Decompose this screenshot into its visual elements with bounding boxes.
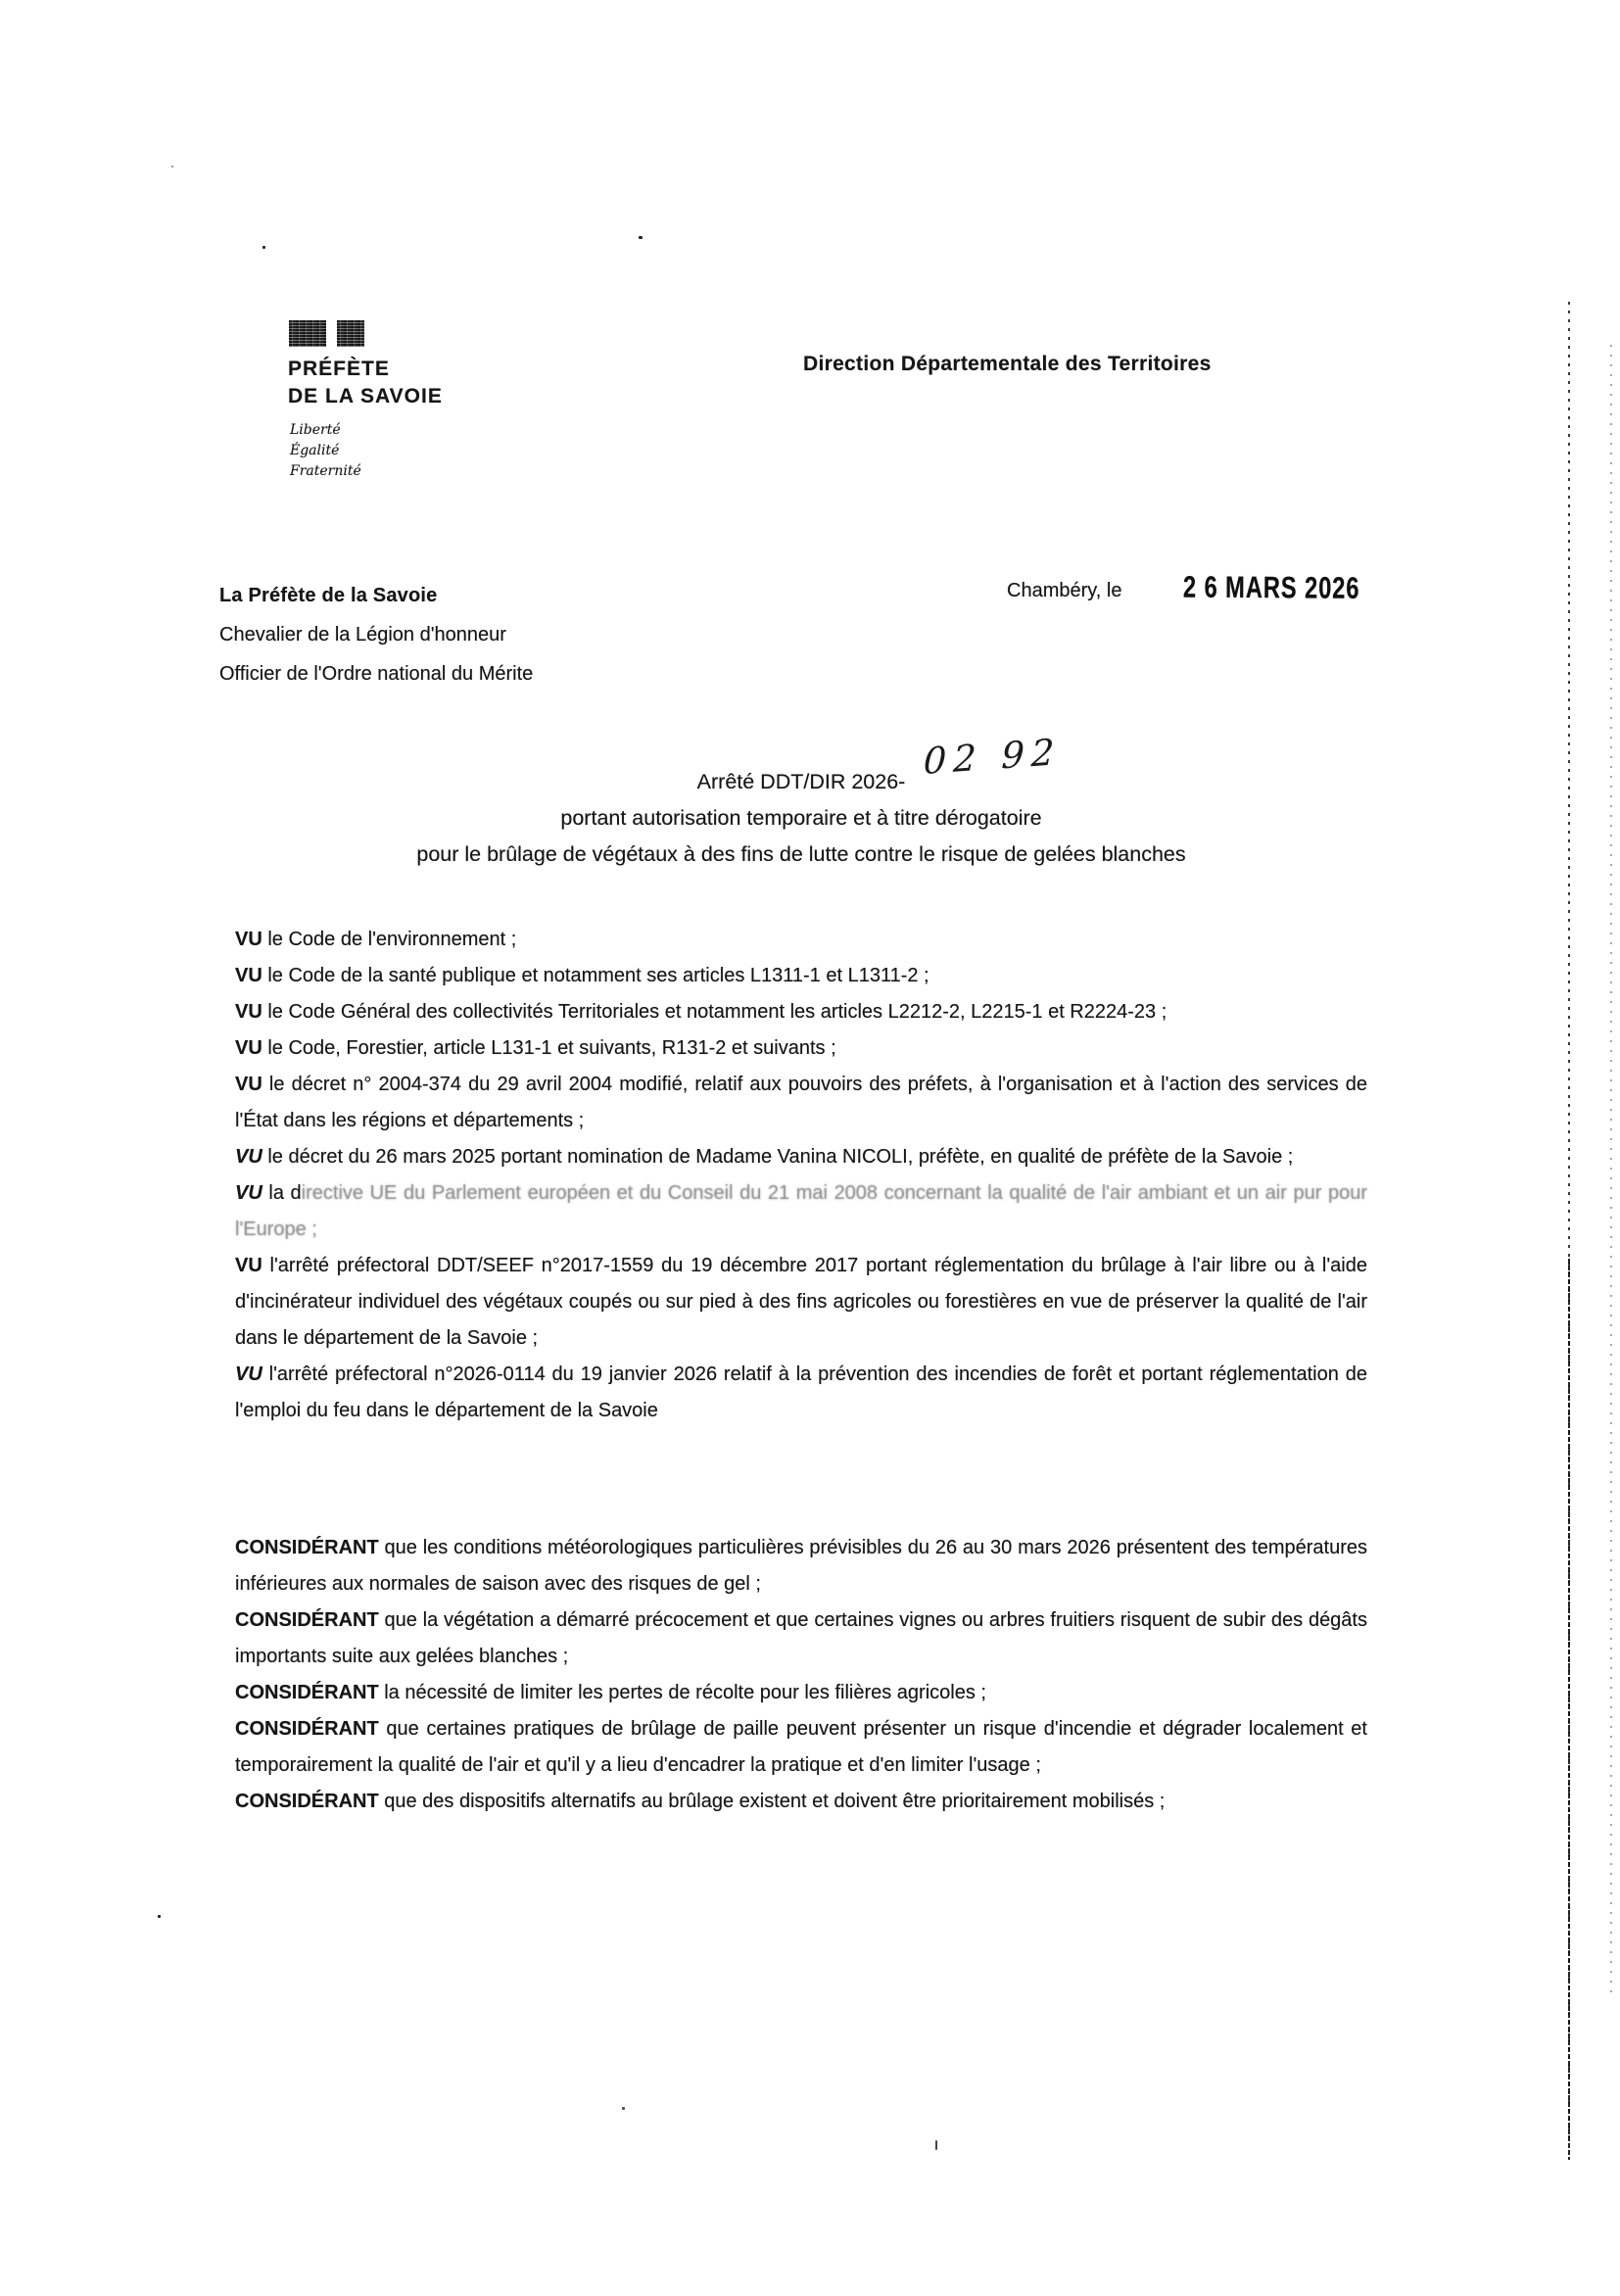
considerant-prefix: CONSIDÉRANT: [235, 1791, 379, 1812]
handwritten-arrete-number: 02 92: [923, 730, 1063, 783]
considerant-prefix: CONSIDÉRANT: [235, 1718, 379, 1740]
vu-prefix: VU: [235, 1182, 262, 1204]
illegible-faded-text: irective UE du Parlement européen et du Conseil du 21 mai 2008 concernant la qualité de l'air ambiant et un air pur pour l'Europe ;: [235, 1182, 1367, 1240]
considerant-item-1: CONSIDÉRANT que les conditions météorologiques particulières prévisibles du 26 au 30 mars 2026 présentent des températures inférieures aux normales de saison avec des risques de gel ;: [235, 1537, 1367, 1595]
signatory-title-line: Chevalier de la Légion d'honneur: [219, 624, 506, 646]
vu-prefix: VU: [235, 1363, 262, 1385]
signatory-titles: [219, 576, 533, 694]
vu-item-6: VU le décret du 26 mars 2025 portant nomination de Madame Vanina NICOLI, préfète, en qualité de préfète de la Savoie ;: [235, 1146, 1294, 1168]
considerant-item-3: CONSIDÉRANT la nécessité de limiter les pertes de récolte pour les filières agricoles ;: [235, 1682, 986, 1703]
considerant-prefix: CONSIDÉRANT: [235, 1537, 379, 1558]
vu-prefix: VU: [235, 1074, 262, 1095]
title-line-2: portant autorisation temporaire et à titre dérogatoire: [560, 806, 1042, 830]
vu-item-7-faded: VU la directive UE du Parlement européen et du Conseil du 21 mai 2008 concernant la qualité de l'air ambiant et un air pur pour l'Europe ;: [235, 1182, 1367, 1240]
vu-item-9: VU l'arrêté préfectoral n°2026-0114 du 19 janvier 2026 relatif à la prévention des incendies de forêt et portant réglementation de l'emploi du feu dans le département de la Savoie: [235, 1363, 1367, 1421]
dateline-place: Chambéry, le: [1007, 580, 1122, 601]
issuing-direction: Direction Départementale des Territoires: [803, 353, 1212, 375]
scan-speck: [639, 236, 643, 239]
vu-item-5: VU le décret n° 2004-374 du 29 avril 2004 modifié, relatif aux pouvoirs des préfets, à l'organisation et à l'action des services de l'État dans les régions et départements ;: [235, 1074, 1367, 1131]
marianne-logo-icon: [289, 320, 326, 347]
scan-noise-dotted-line: [1568, 1259, 1570, 2160]
vu-prefix: VU: [235, 929, 262, 950]
scan-speck: [622, 2107, 625, 2110]
title-line-3: pour le brûlage de végétaux à des fins de lutte contre le risque de gelées blanches: [416, 842, 1186, 866]
prefecture-name-line1: PRÉFÈTE: [288, 358, 390, 380]
prefecture-name: [288, 356, 443, 410]
prefecture-name-line2: DE LA SAVOIE: [288, 385, 443, 407]
vu-prefix: VU: [235, 1037, 262, 1059]
vu-prefix: VU: [235, 1146, 262, 1168]
vu-prefix: VU: [235, 1255, 262, 1276]
vu-prefix: VU: [235, 1001, 262, 1023]
title-line-number: Arrêté DDT/DIR 2026-: [696, 770, 906, 793]
vu-item-2: VU le Code de la santé publique et notamment ses articles L1311-1 et L1311-2 ;: [235, 965, 929, 986]
considerant-prefix: CONSIDÉRANT: [235, 1609, 379, 1631]
prefecture-logo: [289, 320, 364, 347]
vu-item-1: VU le Code de l'environnement ;: [235, 929, 517, 950]
vu-item-4: VU le Code, Forestier, article L131-1 et suivants, R131-2 et suivants ;: [235, 1037, 836, 1059]
vu-item-8: VU l'arrêté préfectoral DDT/SEEF n°2017-1559 du 19 décembre 2017 portant réglementation du brûlage à l'air libre ou à l'aide d'incinérateur individuel des végétaux coupés ou sur pied à des fins agricoles ou forestières en vue de préserver la qualité de l'air dans le département de la Savoie ;: [235, 1255, 1367, 1349]
scan-noise-dotted-line: [1610, 345, 1612, 2000]
considerant-item-4: CONSIDÉRANT que certaines pratiques de brûlage de paille peuvent présenter un risque d'incendie et dégrader localement et temporairement la qualité de l'air et qu'il y a lieu d'encadrer la pratique et d'en limiter l'usage ;: [235, 1718, 1367, 1776]
vu-prefix: VU: [235, 965, 262, 986]
scan-speck: [158, 1915, 161, 1918]
document-title: [235, 764, 1367, 873]
scan-speck: [262, 246, 265, 249]
visas-section: [235, 922, 1367, 1429]
considerant-item-5: CONSIDÉRANT que des dispositifs alternatifs au brûlage existent et doivent être prioritairement mobilisés ;: [235, 1791, 1166, 1812]
considerant-item-2: CONSIDÉRANT que la végétation a démarré précocement et que certaines vignes ou arbres fruitiers risquent de subir des dégâts importants suite aux gelées blanches ;: [235, 1609, 1367, 1667]
considerant-prefix: CONSIDÉRANT: [235, 1682, 379, 1703]
marianne-logo-icon: [337, 320, 364, 347]
motto-fraternite: Fraternité: [290, 463, 361, 479]
signatory-title-line: Officier de l'Ordre national du Mérite: [219, 663, 534, 685]
vu-item-3: VU le Code Général des collectivités Territoriales et notamment les articles L2212-2, L2215-1 et R2224-23 ;: [235, 1001, 1167, 1023]
date-stamp: 2 6 MARS 2026: [1182, 570, 1360, 605]
signatory-title-line: La Préfète de la Savoie: [219, 585, 438, 606]
scan-speck: [171, 166, 173, 167]
motto-egalite: Égalité: [290, 443, 340, 458]
scan-speck: [935, 2140, 937, 2150]
recitals-section: [235, 1530, 1367, 1820]
motto-liberte: Liberté: [290, 422, 341, 438]
republic-motto: [290, 420, 361, 482]
